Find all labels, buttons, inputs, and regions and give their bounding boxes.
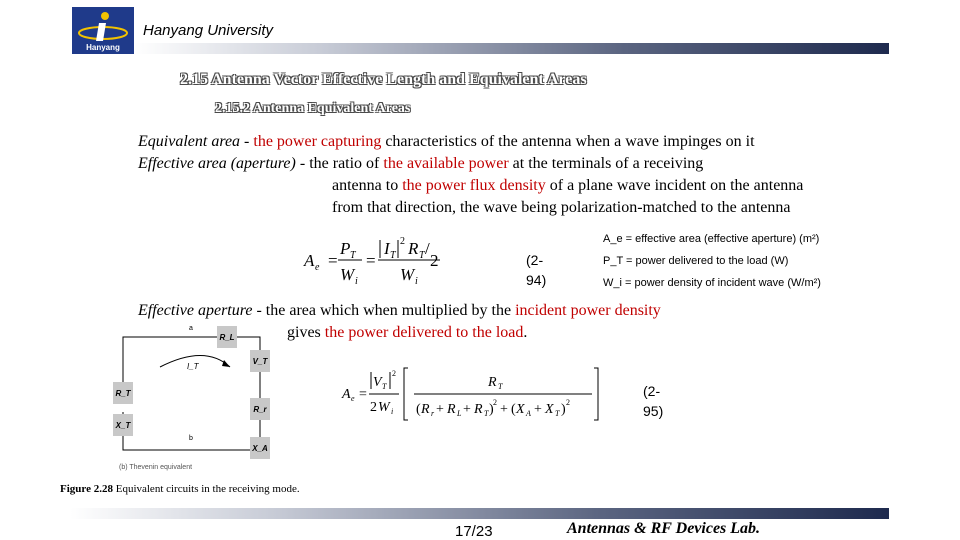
effective-aperture-line-2 <box>287 322 527 344</box>
eff-highlight-1: the available power <box>383 155 509 172</box>
svg-text:T: T <box>350 250 356 261</box>
svg-text:+: + <box>500 402 508 417</box>
equiv-highlight: the power capturing <box>253 133 382 150</box>
svg-text:A: A <box>526 409 531 418</box>
svg-text:R: R <box>408 239 419 258</box>
equation-number-2-94 <box>526 250 546 290</box>
svg-text:T: T <box>419 250 425 261</box>
rl-label: R_L <box>219 332 235 342</box>
thevenin-circuit <box>105 322 280 477</box>
eq94-number-line2: 94) <box>526 272 547 288</box>
svg-text:(: ( <box>416 402 421 417</box>
svg-text:e: e <box>315 262 320 273</box>
lab-name: Antennas & RF Devices Lab. <box>567 520 761 537</box>
circuit-caption: (b) Thevenin equivalent <box>119 464 193 471</box>
section-title: 2.15 Antenna Vector Effective Length and Equivalent Areas <box>180 71 587 88</box>
terminal-b: b <box>189 435 193 442</box>
svg-text:V: V <box>373 375 382 390</box>
svg-text:X: X <box>545 402 554 417</box>
eq95-number-line2: 95) <box>643 403 664 419</box>
svg-text:2: 2 <box>392 369 396 378</box>
figure-label: Figure 2.28 <box>60 483 113 495</box>
svg-text:=: = <box>366 251 376 270</box>
reactance-xt <box>113 414 133 436</box>
effective-area-definition <box>138 153 703 175</box>
figure-caption <box>60 483 300 495</box>
eq94-number-line1: (2- <box>526 252 544 268</box>
logo-text: Hanyang <box>86 43 120 52</box>
svg-text:2: 2 <box>400 236 405 247</box>
aperture-highlight-1: incident power density <box>515 302 661 319</box>
footer-bar <box>70 508 889 519</box>
eff-term: Effective area (aperture) <box>138 155 296 172</box>
rt-label: R_T <box>115 388 131 398</box>
svg-text:i: i <box>415 276 418 287</box>
figure-caption-text: Equivalent circuits in the receiving mode. <box>112 483 300 495</box>
symbol-legend <box>603 228 821 294</box>
equation-number-2-95 <box>643 381 663 421</box>
svg-text:X: X <box>516 402 525 417</box>
svg-text:T: T <box>390 250 396 261</box>
svg-text:e: e <box>351 394 355 403</box>
svg-text:2: 2 <box>566 398 570 407</box>
aperture-line2-a: gives <box>287 324 325 341</box>
resistor-rr <box>250 398 270 420</box>
equiv-dash: - <box>240 133 254 150</box>
reactance-xa <box>250 437 270 459</box>
university-logo <box>72 7 134 54</box>
eff-mid1: - the ratio of <box>295 155 384 172</box>
subsection-title: 2.15.2 Antenna Equivalent Areas <box>215 101 411 116</box>
load-resistor-rl <box>217 326 237 348</box>
svg-text:i: i <box>391 407 394 416</box>
svg-text:): ) <box>489 402 494 417</box>
svg-text:r: r <box>431 409 435 418</box>
xa-label: X_A <box>252 443 268 453</box>
terminal-a: a <box>189 325 193 332</box>
svg-text:A: A <box>342 387 351 402</box>
header-bar <box>134 43 889 54</box>
vt-label: V_T <box>252 356 268 366</box>
svg-text:=: = <box>359 387 367 402</box>
radiation-resistor-rt <box>113 382 133 404</box>
svg-text:R: R <box>447 402 456 417</box>
svg-text:R: R <box>421 402 430 417</box>
line2-a: antenna to <box>332 177 403 194</box>
svg-text:T: T <box>484 409 489 418</box>
svg-text:W: W <box>340 265 355 284</box>
svg-text:W: W <box>400 265 415 284</box>
line2-b: of a plane wave incident on the antenna <box>545 177 804 194</box>
svg-text:T: T <box>382 382 387 391</box>
xt-label: X_T <box>115 420 131 430</box>
svg-text:P: P <box>340 239 351 258</box>
equivalent-area-definition <box>138 131 755 153</box>
svg-text:I: I <box>384 239 390 258</box>
equiv-rest: characteristics of the antenna when a wave impinges on it <box>381 133 755 150</box>
eq95-number-line1: (2- <box>643 383 661 399</box>
source-vt <box>250 350 270 372</box>
line2-highlight: the power flux density <box>402 177 546 194</box>
aperture-highlight-2: the power delivered to the load <box>324 324 524 341</box>
aperture-term: Effective aperture <box>138 302 253 319</box>
svg-text:): ) <box>561 402 566 417</box>
aperture-line2-b: . <box>523 324 528 341</box>
svg-text:T: T <box>498 382 503 391</box>
effective-aperture-definition <box>138 300 661 322</box>
svg-text:R: R <box>488 375 497 390</box>
effective-area-line-3: from that direction, the wave being polarization-matched to the antenna <box>332 199 791 216</box>
svg-text:/: / <box>425 239 430 258</box>
current-label-it: I_T <box>187 362 199 371</box>
effective-area-line-2 <box>332 175 803 197</box>
svg-text:2: 2 <box>370 400 377 415</box>
legend-ae: A_e = effective area (effective aperture) (m²) <box>603 233 820 245</box>
equation-2-94 <box>300 226 460 288</box>
eff-mid2: at the terminals of a receiving <box>508 155 704 172</box>
svg-text:2: 2 <box>493 398 497 407</box>
aperture-mid: - the area which when multiplied by the <box>252 302 516 319</box>
svg-text:+: + <box>436 402 444 417</box>
rr-label: R_r <box>253 404 267 414</box>
svg-text:i: i <box>355 276 358 287</box>
svg-text:L: L <box>457 409 462 418</box>
svg-text:=: = <box>328 251 338 270</box>
legend-wi: W_i = power density of incident wave (W/m²) <box>603 277 821 289</box>
svg-text:A: A <box>304 251 315 270</box>
legend-pt: P_T = power delivered to the load (W) <box>603 255 789 267</box>
svg-text:+: + <box>534 402 542 417</box>
svg-text:T: T <box>555 409 560 418</box>
equiv-term: Equivalent area <box>138 133 241 150</box>
svg-text:(: ( <box>511 402 516 417</box>
svg-text:+: + <box>463 402 471 417</box>
svg-text:R: R <box>474 402 483 417</box>
svg-text:W: W <box>378 400 390 415</box>
equation-2-95 <box>340 364 605 426</box>
page-number: 17/23 <box>455 523 493 540</box>
university-name: Hanyang University <box>143 22 274 39</box>
svg-text:2: 2 <box>430 251 439 270</box>
